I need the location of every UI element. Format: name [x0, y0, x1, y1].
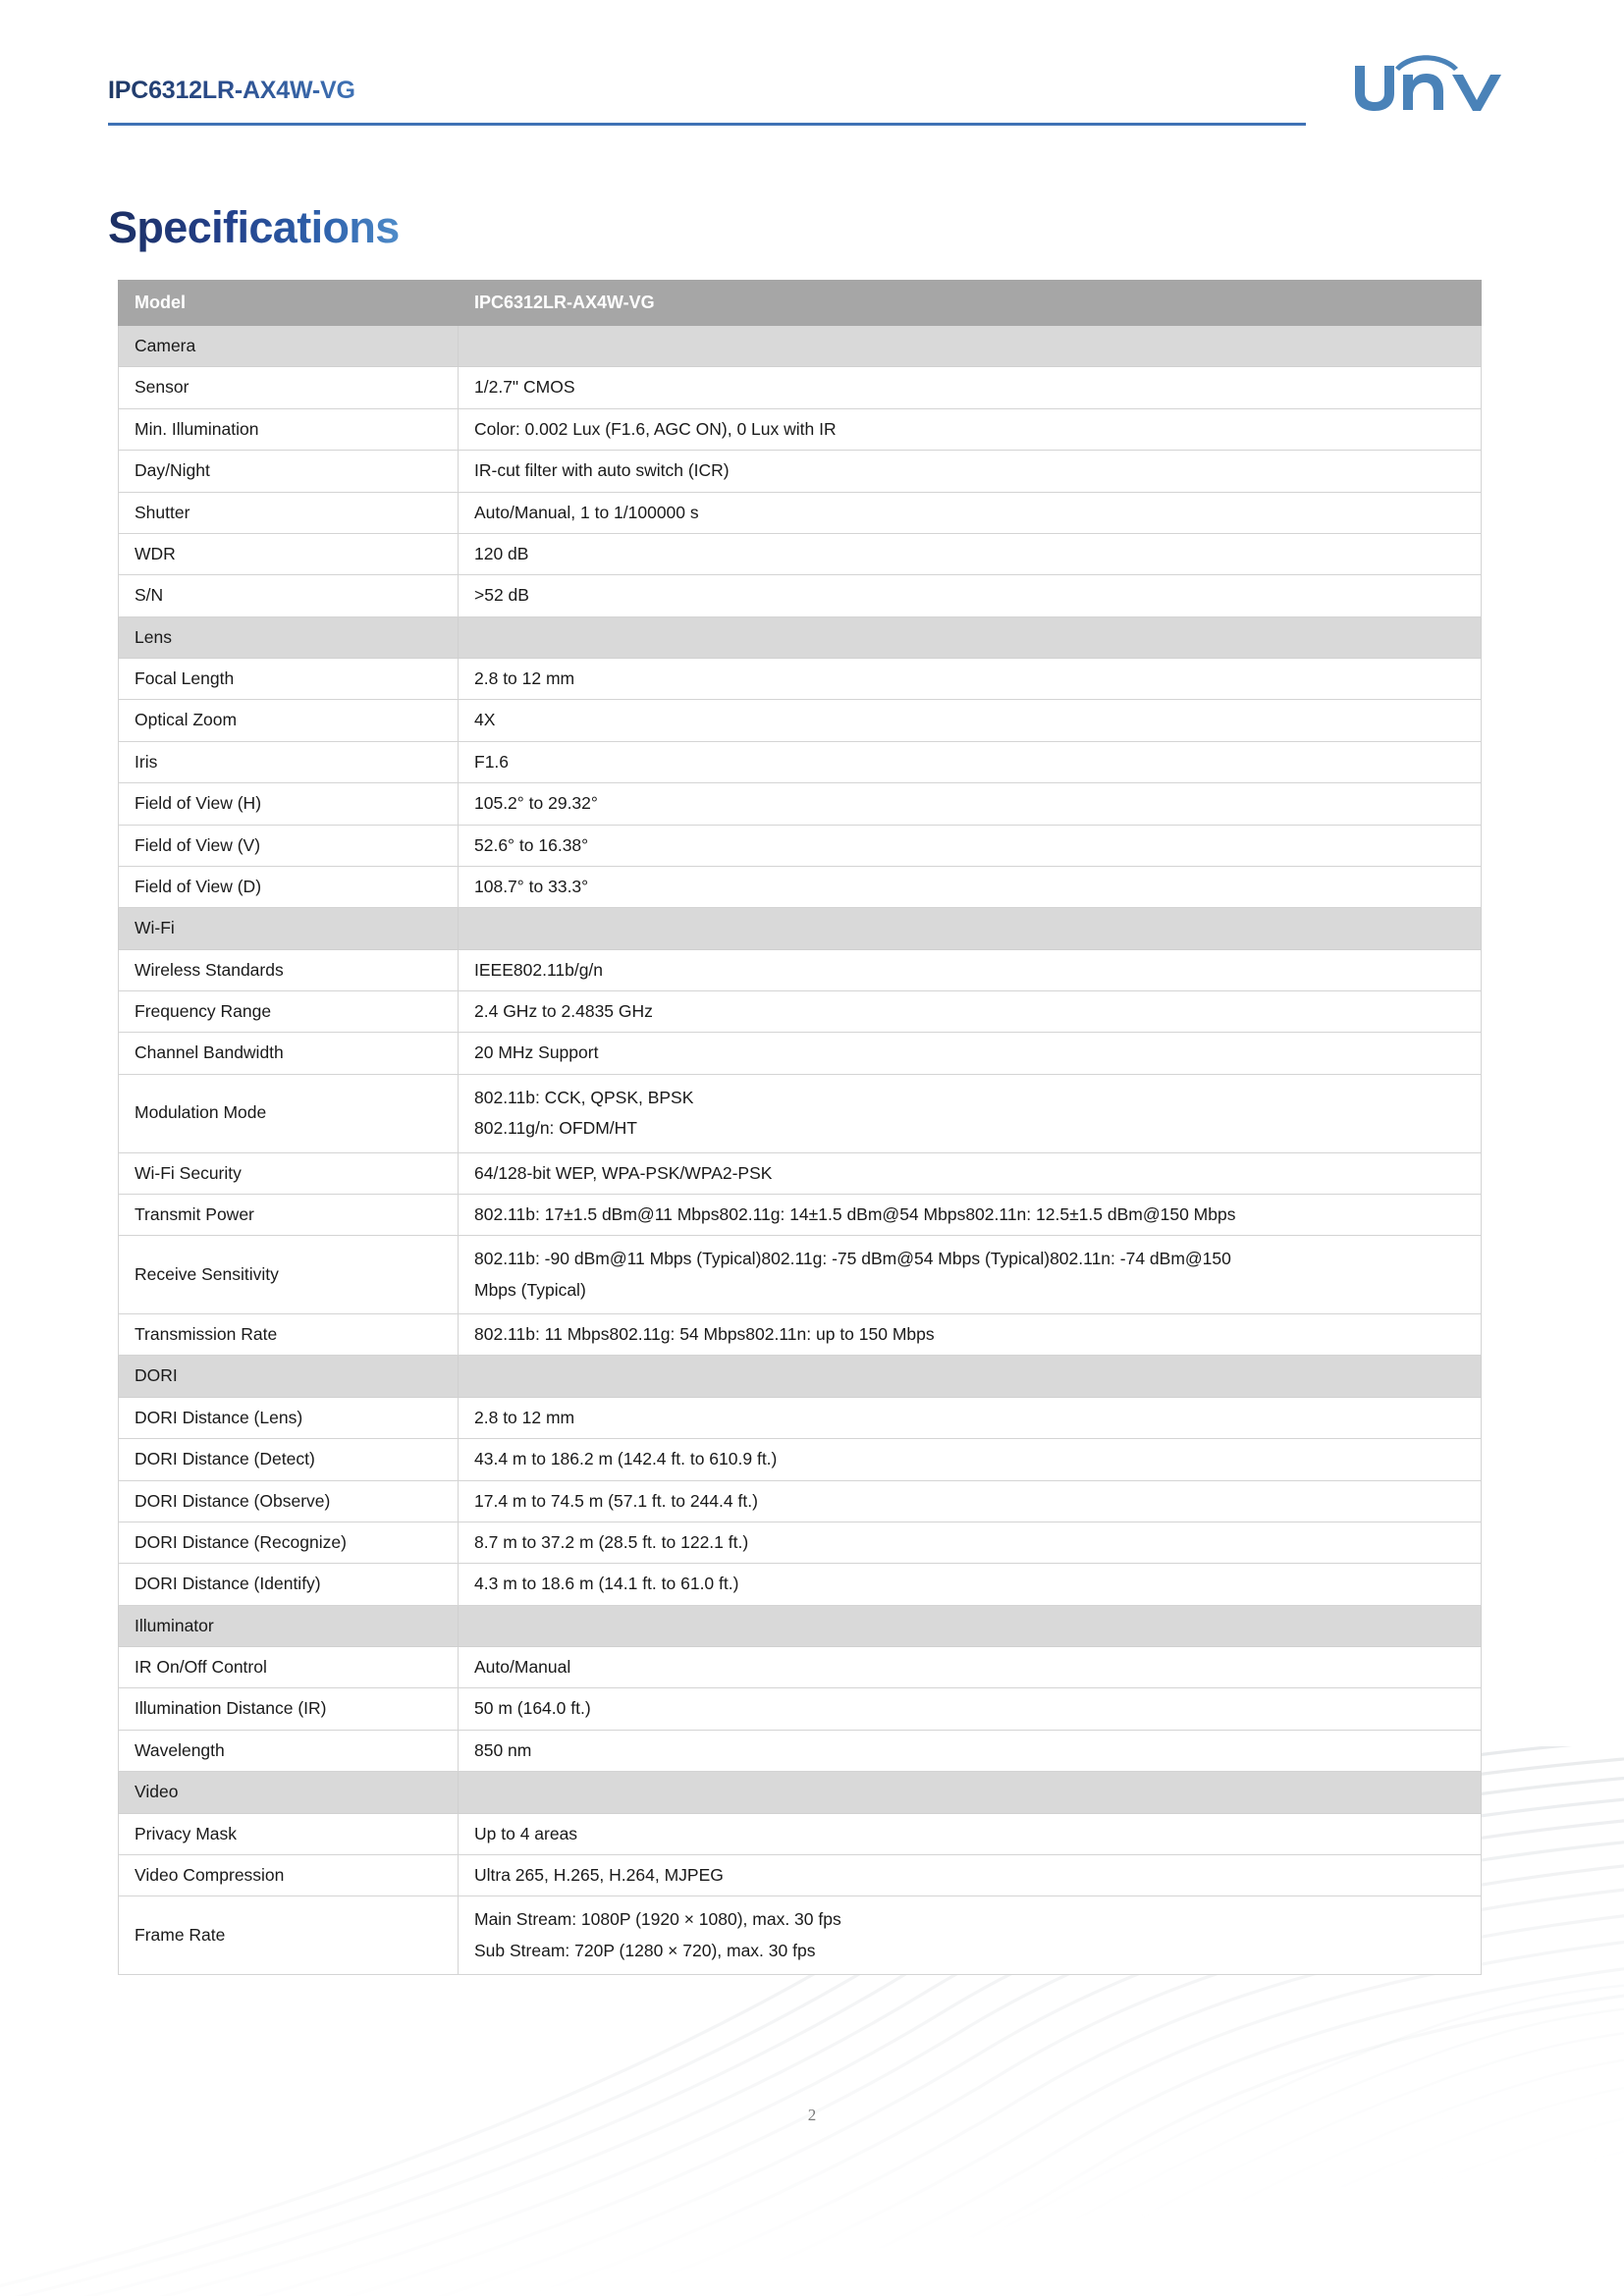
row-label: Illumination Distance (IR): [119, 1688, 459, 1730]
row-label: Receive Sensitivity: [119, 1236, 459, 1314]
row-label: Frequency Range: [119, 991, 459, 1033]
row-label: Iris: [119, 741, 459, 782]
document-header: [108, 77, 1516, 145]
section-label: Lens: [119, 616, 459, 658]
row-label: Frame Rate: [119, 1896, 459, 1975]
row-label: Shutter: [119, 492, 459, 533]
table-row: [119, 866, 1482, 907]
row-label: Focal Length: [119, 659, 459, 700]
table-row: [119, 741, 1482, 782]
section-spacer: [459, 1356, 1482, 1397]
row-value: 108.7° to 33.3°: [459, 866, 1482, 907]
row-value-line: 802.11b: -90 dBm@11 Mbps (Typical)802.11g: -75 dBm@54 Mbps (Typical)802.11n: -74 dBm@150: [474, 1249, 1231, 1269]
table-row: [119, 949, 1482, 990]
row-value: [459, 1236, 1482, 1314]
row-value: 43.4 m to 186.2 m (142.4 ft. to 610.9 ft.): [459, 1439, 1482, 1480]
unv-logo: [1347, 47, 1522, 112]
row-label: Field of View (H): [119, 783, 459, 825]
section-row-lens: [119, 616, 1482, 658]
row-value-line: 802.11g/n: OFDM/HT: [474, 1118, 637, 1139]
table-row: [119, 783, 1482, 825]
row-value: Up to 4 areas: [459, 1813, 1482, 1854]
section-row-illuminator: [119, 1605, 1482, 1646]
row-value: [459, 1074, 1482, 1152]
table-row: [119, 991, 1482, 1033]
row-value: 8.7 m to 37.2 m (28.5 ft. to 122.1 ft.): [459, 1522, 1482, 1563]
section-spacer: [459, 1772, 1482, 1813]
row-value: Auto/Manual, 1 to 1/100000 s: [459, 492, 1482, 533]
table-header-row: [119, 281, 1482, 326]
row-value: 850 nm: [459, 1730, 1482, 1771]
table-row: [119, 1314, 1482, 1356]
table-row: [119, 700, 1482, 741]
row-label: Modulation Mode: [119, 1074, 459, 1152]
table-row: [119, 1688, 1482, 1730]
table-row: [119, 492, 1482, 533]
row-value: 20 MHz Support: [459, 1033, 1482, 1074]
section-label: Wi-Fi: [119, 908, 459, 949]
table-row: [119, 1152, 1482, 1194]
row-value: Color: 0.002 Lux (F1.6, AGC ON), 0 Lux with IR: [459, 408, 1482, 450]
page-title: Specifications: [108, 202, 400, 252]
row-value: Auto/Manual: [459, 1647, 1482, 1688]
row-label: Optical Zoom: [119, 700, 459, 741]
table-row: [119, 1397, 1482, 1438]
table-row: [119, 408, 1482, 450]
table-row: [119, 575, 1482, 616]
table-row: [119, 659, 1482, 700]
table-row: [119, 1564, 1482, 1605]
table-row: [119, 1439, 1482, 1480]
row-label: Transmit Power: [119, 1194, 459, 1235]
table-row: [119, 1033, 1482, 1074]
table-row: [119, 451, 1482, 492]
table-row: [119, 1854, 1482, 1896]
row-value: 1/2.7" CMOS: [459, 367, 1482, 408]
table-row: [119, 1480, 1482, 1522]
row-label: Wireless Standards: [119, 949, 459, 990]
row-value-line: Sub Stream: 720P (1280 × 720), max. 30 fps: [474, 1940, 816, 1960]
row-value: IR-cut filter with auto switch (ICR): [459, 451, 1482, 492]
table-row: [119, 1236, 1482, 1314]
table-row: [119, 367, 1482, 408]
row-label: Sensor: [119, 367, 459, 408]
table-row: [119, 1194, 1482, 1235]
section-row-video: [119, 1772, 1482, 1813]
table-row: [119, 1647, 1482, 1688]
section-spacer: [459, 326, 1482, 367]
row-label: Min. Illumination: [119, 408, 459, 450]
row-value-line: Mbps (Typical): [474, 1279, 586, 1300]
table-header-value: IPC6312LR-AX4W-VG: [459, 281, 1482, 326]
row-label: DORI Distance (Identify): [119, 1564, 459, 1605]
row-label: Day/Night: [119, 451, 459, 492]
table-header-label: Model: [119, 281, 459, 326]
table-row: [119, 825, 1482, 866]
row-value: 2.4 GHz to 2.4835 GHz: [459, 991, 1482, 1033]
section-row-dori: [119, 1356, 1482, 1397]
row-value: [459, 1896, 1482, 1975]
row-label: Field of View (V): [119, 825, 459, 866]
table-row: [119, 1522, 1482, 1563]
page-number: 2: [807, 2106, 817, 2124]
row-value: F1.6: [459, 741, 1482, 782]
row-value: 17.4 m to 74.5 m (57.1 ft. to 244.4 ft.): [459, 1480, 1482, 1522]
header-model-name: IPC6312LR-AX4W-VG: [108, 77, 355, 104]
row-value: 802.11b: 11 Mbps802.11g: 54 Mbps802.11n: up to 150 Mbps: [459, 1314, 1482, 1356]
section-spacer: [459, 616, 1482, 658]
row-value: 64/128-bit WEP, WPA-PSK/WPA2-PSK: [459, 1152, 1482, 1194]
row-value: IEEE802.11b/g/n: [459, 949, 1482, 990]
row-label: DORI Distance (Recognize): [119, 1522, 459, 1563]
row-value: 50 m (164.0 ft.): [459, 1688, 1482, 1730]
table-row: [119, 1074, 1482, 1152]
row-label: DORI Distance (Detect): [119, 1439, 459, 1480]
section-label: Video: [119, 1772, 459, 1813]
row-value: 802.11b: 17±1.5 dBm@11 Mbps802.11g: 14±1.5 dBm@54 Mbps802.11n: 12.5±1.5 dBm@150 Mbps: [459, 1194, 1482, 1235]
row-label: S/N: [119, 575, 459, 616]
row-label: Channel Bandwidth: [119, 1033, 459, 1074]
section-spacer: [459, 908, 1482, 949]
section-label: Camera: [119, 326, 459, 367]
row-value: 2.8 to 12 mm: [459, 1397, 1482, 1438]
row-label: Wavelength: [119, 1730, 459, 1771]
row-value: 105.2° to 29.32°: [459, 783, 1482, 825]
section-row-wifi: [119, 908, 1482, 949]
row-value: >52 dB: [459, 575, 1482, 616]
row-value-line: Main Stream: 1080P (1920 × 1080), max. 30 fps: [474, 1909, 841, 1930]
row-label: Transmission Rate: [119, 1314, 459, 1356]
row-value: 120 dB: [459, 533, 1482, 574]
section-spacer: [459, 1605, 1482, 1646]
table-row: [119, 1896, 1482, 1975]
row-label: IR On/Off Control: [119, 1647, 459, 1688]
row-label: DORI Distance (Lens): [119, 1397, 459, 1438]
row-label: Privacy Mask: [119, 1813, 459, 1854]
row-value: 52.6° to 16.38°: [459, 825, 1482, 866]
specifications-table: [118, 280, 1482, 1975]
row-value: 4X: [459, 700, 1482, 741]
row-value: 4.3 m to 18.6 m (14.1 ft. to 61.0 ft.): [459, 1564, 1482, 1605]
header-rule: [108, 123, 1306, 126]
row-label: DORI Distance (Observe): [119, 1480, 459, 1522]
row-value: 2.8 to 12 mm: [459, 659, 1482, 700]
row-label: Wi-Fi Security: [119, 1152, 459, 1194]
section-label: DORI: [119, 1356, 459, 1397]
row-label: Field of View (D): [119, 866, 459, 907]
row-label: Video Compression: [119, 1854, 459, 1896]
section-row-camera: [119, 326, 1482, 367]
row-value: Ultra 265, H.265, H.264, MJPEG: [459, 1854, 1482, 1896]
table-row: [119, 1730, 1482, 1771]
table-row: [119, 1813, 1482, 1854]
section-label: Illuminator: [119, 1605, 459, 1646]
table-row: [119, 533, 1482, 574]
row-label: WDR: [119, 533, 459, 574]
row-value-line: 802.11b: CCK, QPSK, BPSK: [474, 1087, 694, 1107]
